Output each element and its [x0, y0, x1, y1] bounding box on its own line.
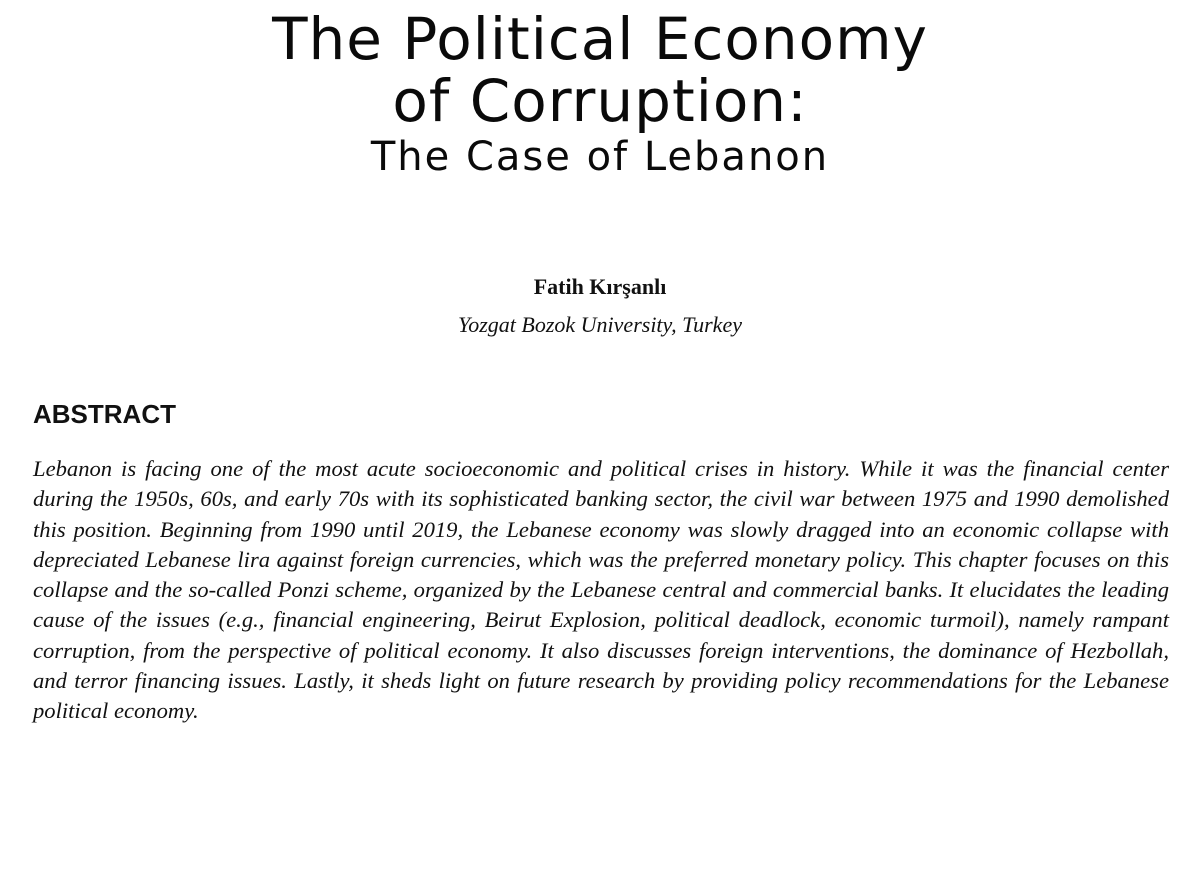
chapter-title: [0, 5, 1200, 180]
author-block: [0, 272, 1200, 340]
abstract-heading: ABSTRACT: [33, 399, 176, 429]
chapter-subtitle: The Case of Lebanon: [370, 134, 830, 180]
author-affiliation: Yozgat Bozok University, Turkey: [458, 312, 742, 337]
title-line-1: The Political Economy: [272, 5, 928, 73]
author-name: Fatih Kırşanlı: [533, 274, 667, 299]
title-line-2: of Corruption:: [392, 67, 808, 135]
abstract-text: Lebanon is facing one of the most acute socioeconomic and political crises in history. While it was the financial center during the 1950s, 60s, and early 70s with its sophisticated banking sector, the civil war between 1975 and 1990 demolished this position. Beginning from 1990 until 2019, the Lebanese economy was slowly dragged into an economic collapse with depreciated Lebanese lira against foreign currencies, which was the preferred monetary policy. This chapter focuses on this collapse and the so-called Ponzi scheme, organized by the Lebanese central and commercial banks. It elucidates the leading cause of the issues (e.g., financial engineering, Beirut Explosion, political deadlock, economic turmoil), namely rampant corruption, from the perspective of political economy. It also discusses foreign interventions, the dominance of Hezbollah, and terror financing issues. Lastly, it sheds light on future research by providing policy recommendations for the Lebanese political economy.: [33, 456, 1169, 724]
